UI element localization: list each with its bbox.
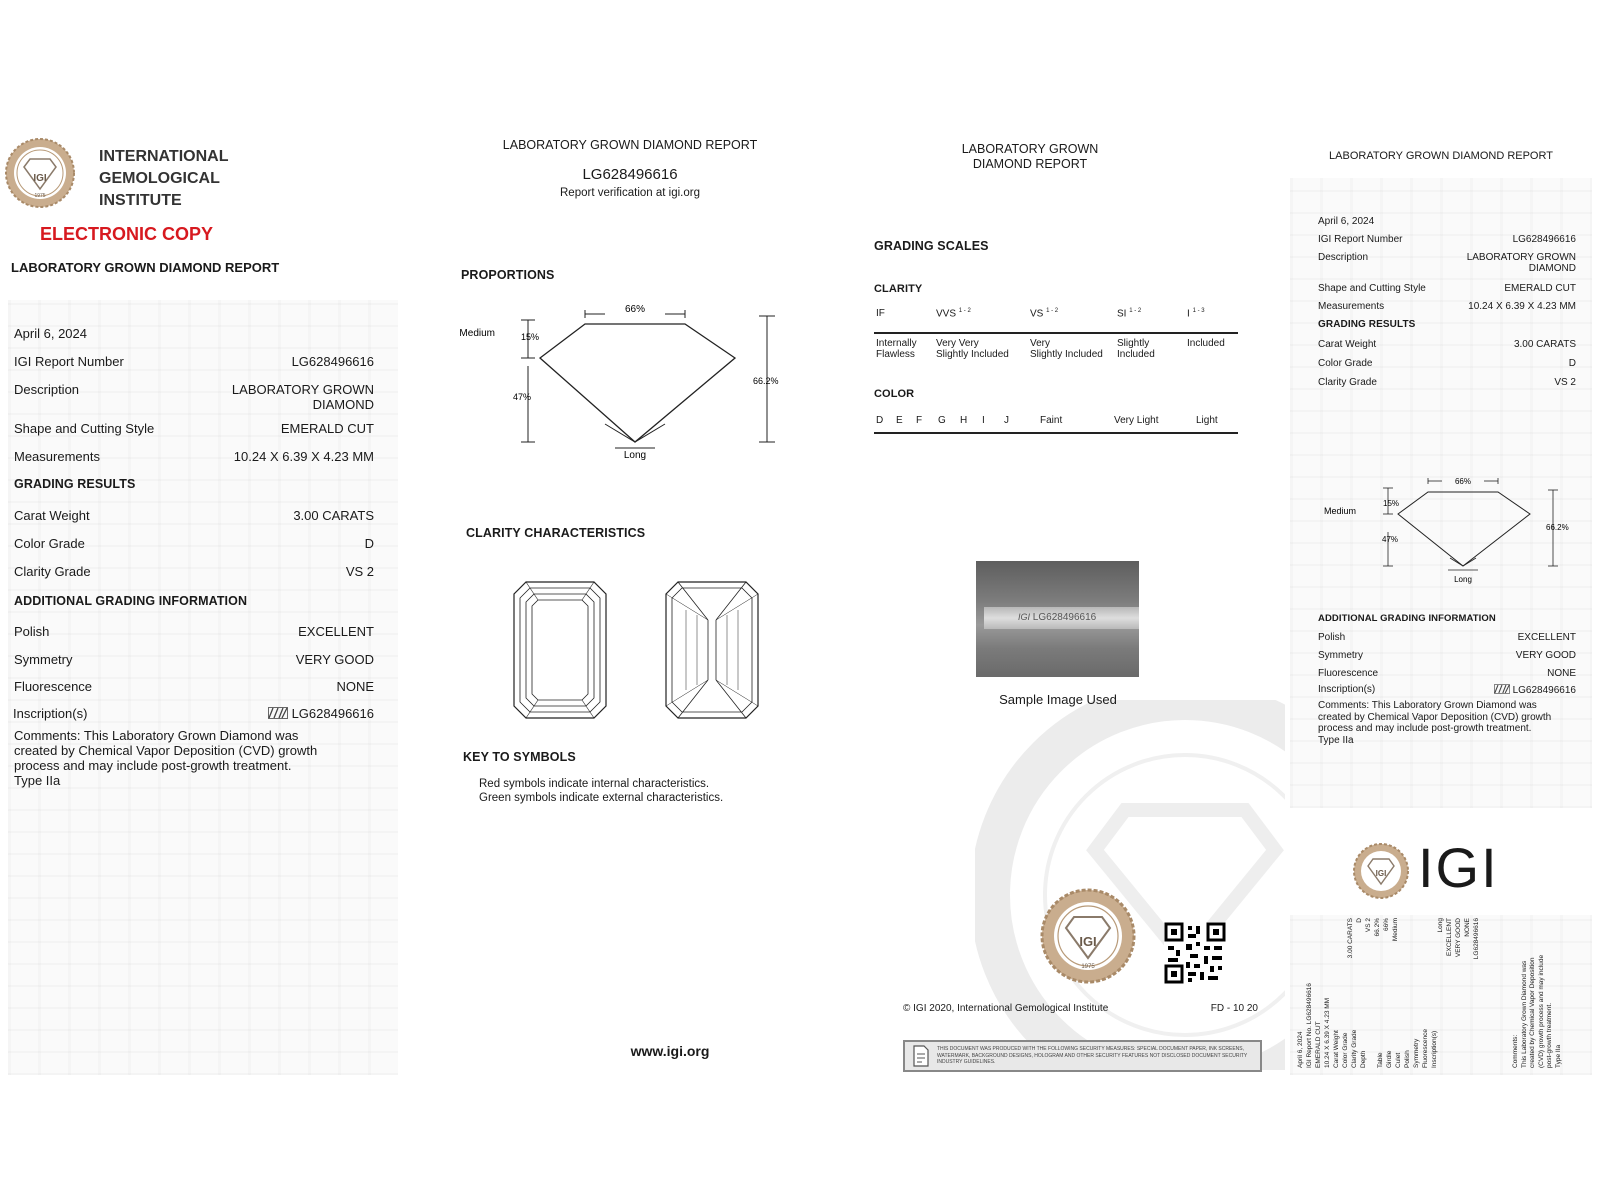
p4-fluorescence-value: NONE	[1547, 668, 1576, 679]
emerald-cut-top-view	[512, 580, 608, 720]
stub-label-girdle: Girdle	[1386, 1050, 1393, 1068]
girdle-label: Medium	[459, 328, 495, 339]
p4-report-number-value: LG628496616	[1512, 234, 1576, 245]
sample-image	[976, 561, 1139, 677]
crown-percent: 15%	[521, 332, 540, 342]
p4-polish-label: Polish	[1318, 632, 1346, 643]
symmetry-label: Symmetry	[14, 652, 73, 667]
comments-block	[14, 728, 384, 788]
measurements-row	[14, 449, 374, 464]
stub-rot-comments	[1512, 918, 1563, 1068]
clarity-desc-if: Internally Flawless	[876, 338, 917, 360]
p4-report-number-label: IGI Report Number	[1318, 234, 1403, 245]
p4-color-label: Color Grade	[1318, 358, 1373, 369]
p4-shape-row	[1318, 283, 1576, 294]
panel2-report-title: LABORATORY GROWN DIAMOND REPORT	[502, 138, 758, 152]
panel4-report-title: LABORATORY GROWN DIAMOND REPORT	[1329, 150, 1553, 162]
inscription-value-wrap	[268, 706, 374, 721]
p4-date: April 6, 2024	[1318, 216, 1375, 227]
p4-inscription-value: LG628496616	[1512, 685, 1576, 696]
inscription-value: LG628496616	[291, 706, 374, 721]
color-row	[14, 536, 374, 551]
stub-value-depth: 66.2%	[1374, 918, 1381, 937]
clarity-grade-i: I $^{1 - 3}$	[1187, 308, 1205, 320]
comments-line2: created by Chemical Vapor Deposition (CVD) growth	[14, 743, 318, 758]
carat-value: 3.00 CARATS	[293, 508, 374, 523]
p4-inscription-label: Inscription(s)	[1318, 684, 1376, 695]
qr-code-icon[interactable]	[1164, 922, 1226, 984]
sample-igi-icon: IGI	[1018, 612, 1031, 622]
seal-year-text: 1975	[34, 193, 46, 199]
inscription-label: Inscription(s)	[13, 706, 88, 721]
symmetry-value: VERY GOOD	[295, 652, 374, 667]
color-value: D	[364, 536, 374, 551]
color-scale-heading: COLOR	[874, 388, 915, 400]
stub-label-shape: EMERALD CUT	[1315, 1021, 1322, 1068]
clarity-scale	[874, 308, 1238, 368]
symmetry-row	[14, 652, 374, 667]
institute-name-line1: INTERNATIONAL	[99, 148, 229, 165]
p4-shape-value: EMERALD CUT	[1504, 283, 1576, 294]
p4-polish-value: EXCELLENT	[1517, 632, 1576, 643]
clarity-scale-heading: CLARITY	[874, 283, 923, 295]
depth-percent: 66.2%	[753, 376, 779, 386]
measurements-value: 10.24 X 6.39 X 4.23 MM	[233, 449, 374, 464]
polish-label: Polish	[14, 624, 50, 639]
clarity-desc-si: Slightly Included	[1117, 338, 1155, 360]
stub-value-culet: Long	[1437, 918, 1444, 933]
stub-comments-line3: (CVD) growth process and may include	[1537, 954, 1545, 1068]
report-number-row	[14, 354, 374, 369]
copyright-text: © IGI 2020, International Gemological Institute	[903, 1003, 1109, 1014]
stub-value-clarity: VS 2	[1365, 918, 1372, 933]
institute-name	[99, 146, 228, 212]
seal-watermark	[975, 700, 1285, 1070]
seal-large-igi-text: IGI	[1079, 934, 1097, 949]
panel2-report-number: LG628496616	[582, 166, 678, 183]
color-scale	[874, 415, 1238, 439]
p4-symmetry-label: Symmetry	[1318, 650, 1363, 661]
igi-logo-text: IGI	[1418, 836, 1499, 899]
report-number-value: LG628496616	[291, 354, 374, 369]
stub-label-measurements: 10.24 X 6.39 X 4.23 MM	[1324, 997, 1331, 1068]
pavilion-percent: 47%	[513, 392, 532, 402]
p4-comments-block	[1318, 700, 1588, 746]
panel3-title-line1: LABORATORY GROWN	[961, 142, 1099, 156]
report-date: April 6, 2024	[14, 326, 87, 341]
website-text: www.igi.org	[630, 1043, 710, 1059]
color-letter-i: I	[982, 415, 985, 426]
shape-value: EMERALD CUT	[280, 421, 374, 436]
igi-seal-large-icon	[1040, 888, 1136, 984]
color-letter-f: F	[916, 415, 923, 426]
stub-value-color: D	[1356, 918, 1363, 923]
color-label: Color Grade	[14, 536, 85, 551]
p4-comments-line2: created by Chemical Vapor Deposition (CVD) growth	[1318, 711, 1552, 723]
seal-large-year-text: 1975	[1081, 964, 1095, 970]
stub-label-polish: Polish	[1404, 1050, 1411, 1068]
sample-caption: Sample Image Used	[999, 692, 1117, 707]
p4-carat-row	[1318, 339, 1576, 350]
table-percent: 66%	[624, 304, 646, 315]
clarity-desc-vvs: Very Very Slightly Included	[936, 338, 1009, 360]
clarity-scale-divider	[874, 332, 1238, 334]
p4-measurements-row	[1318, 301, 1576, 312]
inscription-row	[13, 706, 374, 721]
additional-info-heading: ADDITIONAL GRADING INFORMATION	[14, 594, 248, 608]
p4-description-row	[1318, 252, 1576, 274]
stub-value-girdle: Medium	[1392, 918, 1399, 942]
stub-comments-line2: created by Chemical Vapor Deposition	[1529, 957, 1536, 1068]
key-symbols-line1: Red symbols indicate internal characteristics.	[479, 778, 710, 790]
stub-label-table: Table	[1377, 1052, 1384, 1068]
p4-polish-row	[1318, 632, 1576, 643]
stub-rot-values-2	[1436, 918, 1481, 1028]
grading-scales-heading: GRADING SCALES	[874, 239, 989, 253]
clarity-desc-vs: Very Slightly Included	[1030, 338, 1103, 360]
p4-additional-heading: ADDITIONAL GRADING INFORMATION	[1318, 613, 1496, 624]
p4-pavilion-percent: 47%	[1382, 535, 1399, 544]
panel3-report-title	[900, 142, 1160, 172]
report-number-label: IGI Report Number	[14, 354, 124, 369]
p4-carat-label: Carat Weight	[1318, 339, 1377, 350]
color-scale-divider	[874, 432, 1238, 434]
p4-igi-mini-logo-icon	[1494, 684, 1510, 694]
p4-shape-label: Shape and Cutting Style	[1318, 283, 1426, 294]
sample-inscription-text: LG628496616	[1032, 612, 1097, 623]
carat-label: Carat Weight	[14, 508, 90, 523]
shape-label: Shape and Cutting Style	[14, 421, 155, 436]
p4-table-percent: 66%	[1454, 477, 1472, 486]
measurements-label: Measurements	[14, 449, 100, 464]
p4-inscription-row	[1318, 684, 1576, 696]
clarity-desc-i: Included	[1187, 338, 1225, 349]
electronic-copy-label: ELECTRONIC COPY	[40, 224, 214, 244]
p4-proportions-diagram	[1310, 474, 1580, 584]
stub-label-clarity: Clarity Grade	[1351, 1029, 1358, 1068]
stub-label-date: April 6, 2024	[1297, 1031, 1304, 1068]
stub-label-report-no: IGI Report No. LG628496616	[1306, 983, 1313, 1068]
p4-comments-line4: Type IIa	[1318, 734, 1354, 746]
p4-clarity-value: VS 2	[1554, 377, 1576, 388]
grading-results-heading: GRADING RESULTS	[14, 477, 136, 491]
p4-carat-value: 3.00 CARATS	[1513, 339, 1576, 350]
stub-comments-label: Comments:	[1512, 1034, 1519, 1068]
p4-color-value: D	[1568, 358, 1576, 369]
color-letter-e: E	[896, 415, 903, 426]
stub-comments-line1: This Laboratory Grown Diamond was	[1520, 960, 1528, 1068]
clarity-characteristics-heading: CLARITY CHARACTERISTICS	[466, 526, 646, 540]
p4-measurements-label: Measurements	[1318, 301, 1385, 312]
p4-grading-results-heading: GRADING RESULTS	[1318, 319, 1416, 330]
polish-value: EXCELLENT	[298, 624, 374, 639]
carat-row	[14, 508, 374, 523]
fluorescence-value: NONE	[336, 679, 374, 694]
stub-rot-values	[1346, 918, 1400, 1028]
stub-label-culet: Culet	[1395, 1052, 1402, 1068]
culet-label: Long	[623, 450, 647, 461]
igi-seal-icon	[4, 137, 76, 209]
security-notice-text: THIS DOCUMENT WAS PRODUCED WITH THE FOLLOWING SECURITY MEASURES: SPECIAL DOCUMENT PAPER, INK SCREENS, WATERMARK, BACKGROUND DESIGNS, HOLOGRAM AND OTHER SECURITY FEATURES NOT DISCLOSED DOCUMENT SECURITY INDUSTRY GUIDELINES.	[937, 1046, 1248, 1066]
stub-value-inscription: LG628496616	[1473, 918, 1480, 960]
p4-clarity-label: Clarity Grade	[1318, 377, 1377, 388]
p4-culet-label: Long	[1454, 575, 1472, 584]
emerald-cut-bottom-view	[664, 580, 760, 720]
p4-comments-line1: Comments: This Laboratory Grown Diamond was	[1318, 700, 1537, 711]
p4-inscription-wrap	[1494, 684, 1576, 696]
color-desc-very-light: Very Light	[1114, 415, 1159, 426]
clarity-grade-if: IF	[876, 308, 885, 319]
brand-seal-igi-text: IGI	[1375, 869, 1387, 878]
clarity-grade-si: SI $^{1 - 2}$	[1117, 308, 1142, 320]
document-icon	[909, 1044, 933, 1068]
key-symbols-line2: Green symbols indicate external characteristics.	[479, 792, 724, 804]
p4-symmetry-row	[1318, 650, 1576, 661]
p4-color-row	[1318, 358, 1576, 369]
fluorescence-row	[14, 679, 374, 694]
stub-value-fluorescence: NONE	[1464, 918, 1471, 937]
stub-comments-line5: Type IIa	[1554, 1044, 1562, 1068]
p4-description-line1: LABORATORY GROWN	[1466, 252, 1576, 263]
color-letter-d: D	[876, 415, 884, 426]
comments-line1: Comments: This Laboratory Grown Diamond was	[14, 728, 299, 743]
comments-line4: Type IIa	[14, 773, 61, 788]
p4-comments-line3: process and may include post-growth treatment.	[1318, 723, 1532, 734]
stub-value-symmetry: VERY GOOD	[1455, 918, 1462, 958]
clarity-grade-vs: VS $^{1 - 2}$	[1030, 308, 1059, 320]
proportions-diagram	[445, 296, 805, 468]
shape-row	[14, 421, 374, 436]
clarity-row	[14, 564, 374, 579]
stub-label-depth: Depth	[1360, 1050, 1367, 1068]
stub-value-table: 66%	[1383, 918, 1390, 932]
igi-mini-logo-icon	[268, 707, 288, 719]
color-letter-j: J	[1004, 415, 1009, 426]
stub-label-inscription: Inscription(s)	[1431, 1030, 1438, 1068]
p4-measurements-value: 10.24 X 6.39 X 4.23 MM	[1468, 301, 1576, 312]
stub-comments-line4: post-growth treatment.	[1546, 1002, 1553, 1068]
p4-girdle-label: Medium	[1323, 506, 1356, 516]
panel3-title-line2: DIAMOND REPORT	[972, 157, 1088, 171]
stub-column-comments	[1512, 918, 1600, 1068]
stub-label-carat: Carat Weight	[1333, 1030, 1340, 1068]
fluorescence-label: Fluorescence	[14, 679, 93, 694]
clarity-label: Clarity Grade	[14, 564, 91, 579]
stub-value-carat: 3.00 CARATS	[1347, 918, 1354, 959]
p4-symmetry-value: VERY GOOD	[1515, 650, 1576, 661]
verification-text: Report verification at igi.org	[560, 187, 700, 199]
p4-crown-percent: 15%	[1383, 499, 1400, 508]
stub-label-symmetry: Symmetry	[1413, 1038, 1420, 1068]
p4-depth-percent: 66.2%	[1546, 523, 1569, 532]
p4-description-line2: DIAMOND	[1528, 263, 1576, 274]
color-letter-h: H	[960, 415, 968, 426]
description-value	[232, 382, 374, 412]
key-to-symbols-heading: KEY TO SYMBOLS	[463, 750, 576, 764]
p4-report-number-row	[1318, 234, 1576, 245]
p4-clarity-row	[1318, 377, 1576, 388]
seal-igi-text: IGI	[33, 173, 47, 184]
panel1-report-title: LABORATORY GROWN DIAMOND REPORT	[11, 260, 280, 275]
p4-description-label: Description	[1318, 252, 1369, 263]
institute-name-line2: GEMOLOGICAL	[99, 170, 220, 187]
description-label: Description	[14, 382, 80, 397]
p4-description-value	[1467, 252, 1576, 274]
proportions-heading: PROPORTIONS	[461, 268, 555, 282]
stub-label-color: Color Grade	[1342, 1032, 1349, 1068]
description-value-line2: DIAMOND	[312, 397, 374, 412]
sample-inscription	[1018, 612, 1096, 623]
stub-value-polish: EXCELLENT	[1446, 918, 1453, 956]
clarity-value: VS 2	[345, 564, 374, 579]
description-row	[14, 382, 374, 412]
stub-label-fluorescence: Fluorescence	[1422, 1028, 1429, 1068]
polish-row	[14, 624, 374, 639]
clarity-grade-vvs: VVS $^{1 - 2}$	[936, 308, 971, 320]
p4-fluorescence-label: Fluorescence	[1318, 668, 1379, 679]
institute-name-line3: INSTITUTE	[99, 192, 182, 209]
comments-line3: process and may include post-growth treatment.	[14, 758, 292, 773]
color-desc-light: Light	[1196, 415, 1218, 426]
form-code: FD - 10 20	[1210, 1003, 1258, 1014]
color-desc-faint: Faint	[1040, 415, 1063, 426]
security-notice	[903, 1040, 1262, 1072]
description-value-line1: LABORATORY GROWN	[231, 382, 374, 397]
p4-fluorescence-row	[1318, 668, 1576, 679]
color-letter-g: G	[938, 415, 946, 426]
